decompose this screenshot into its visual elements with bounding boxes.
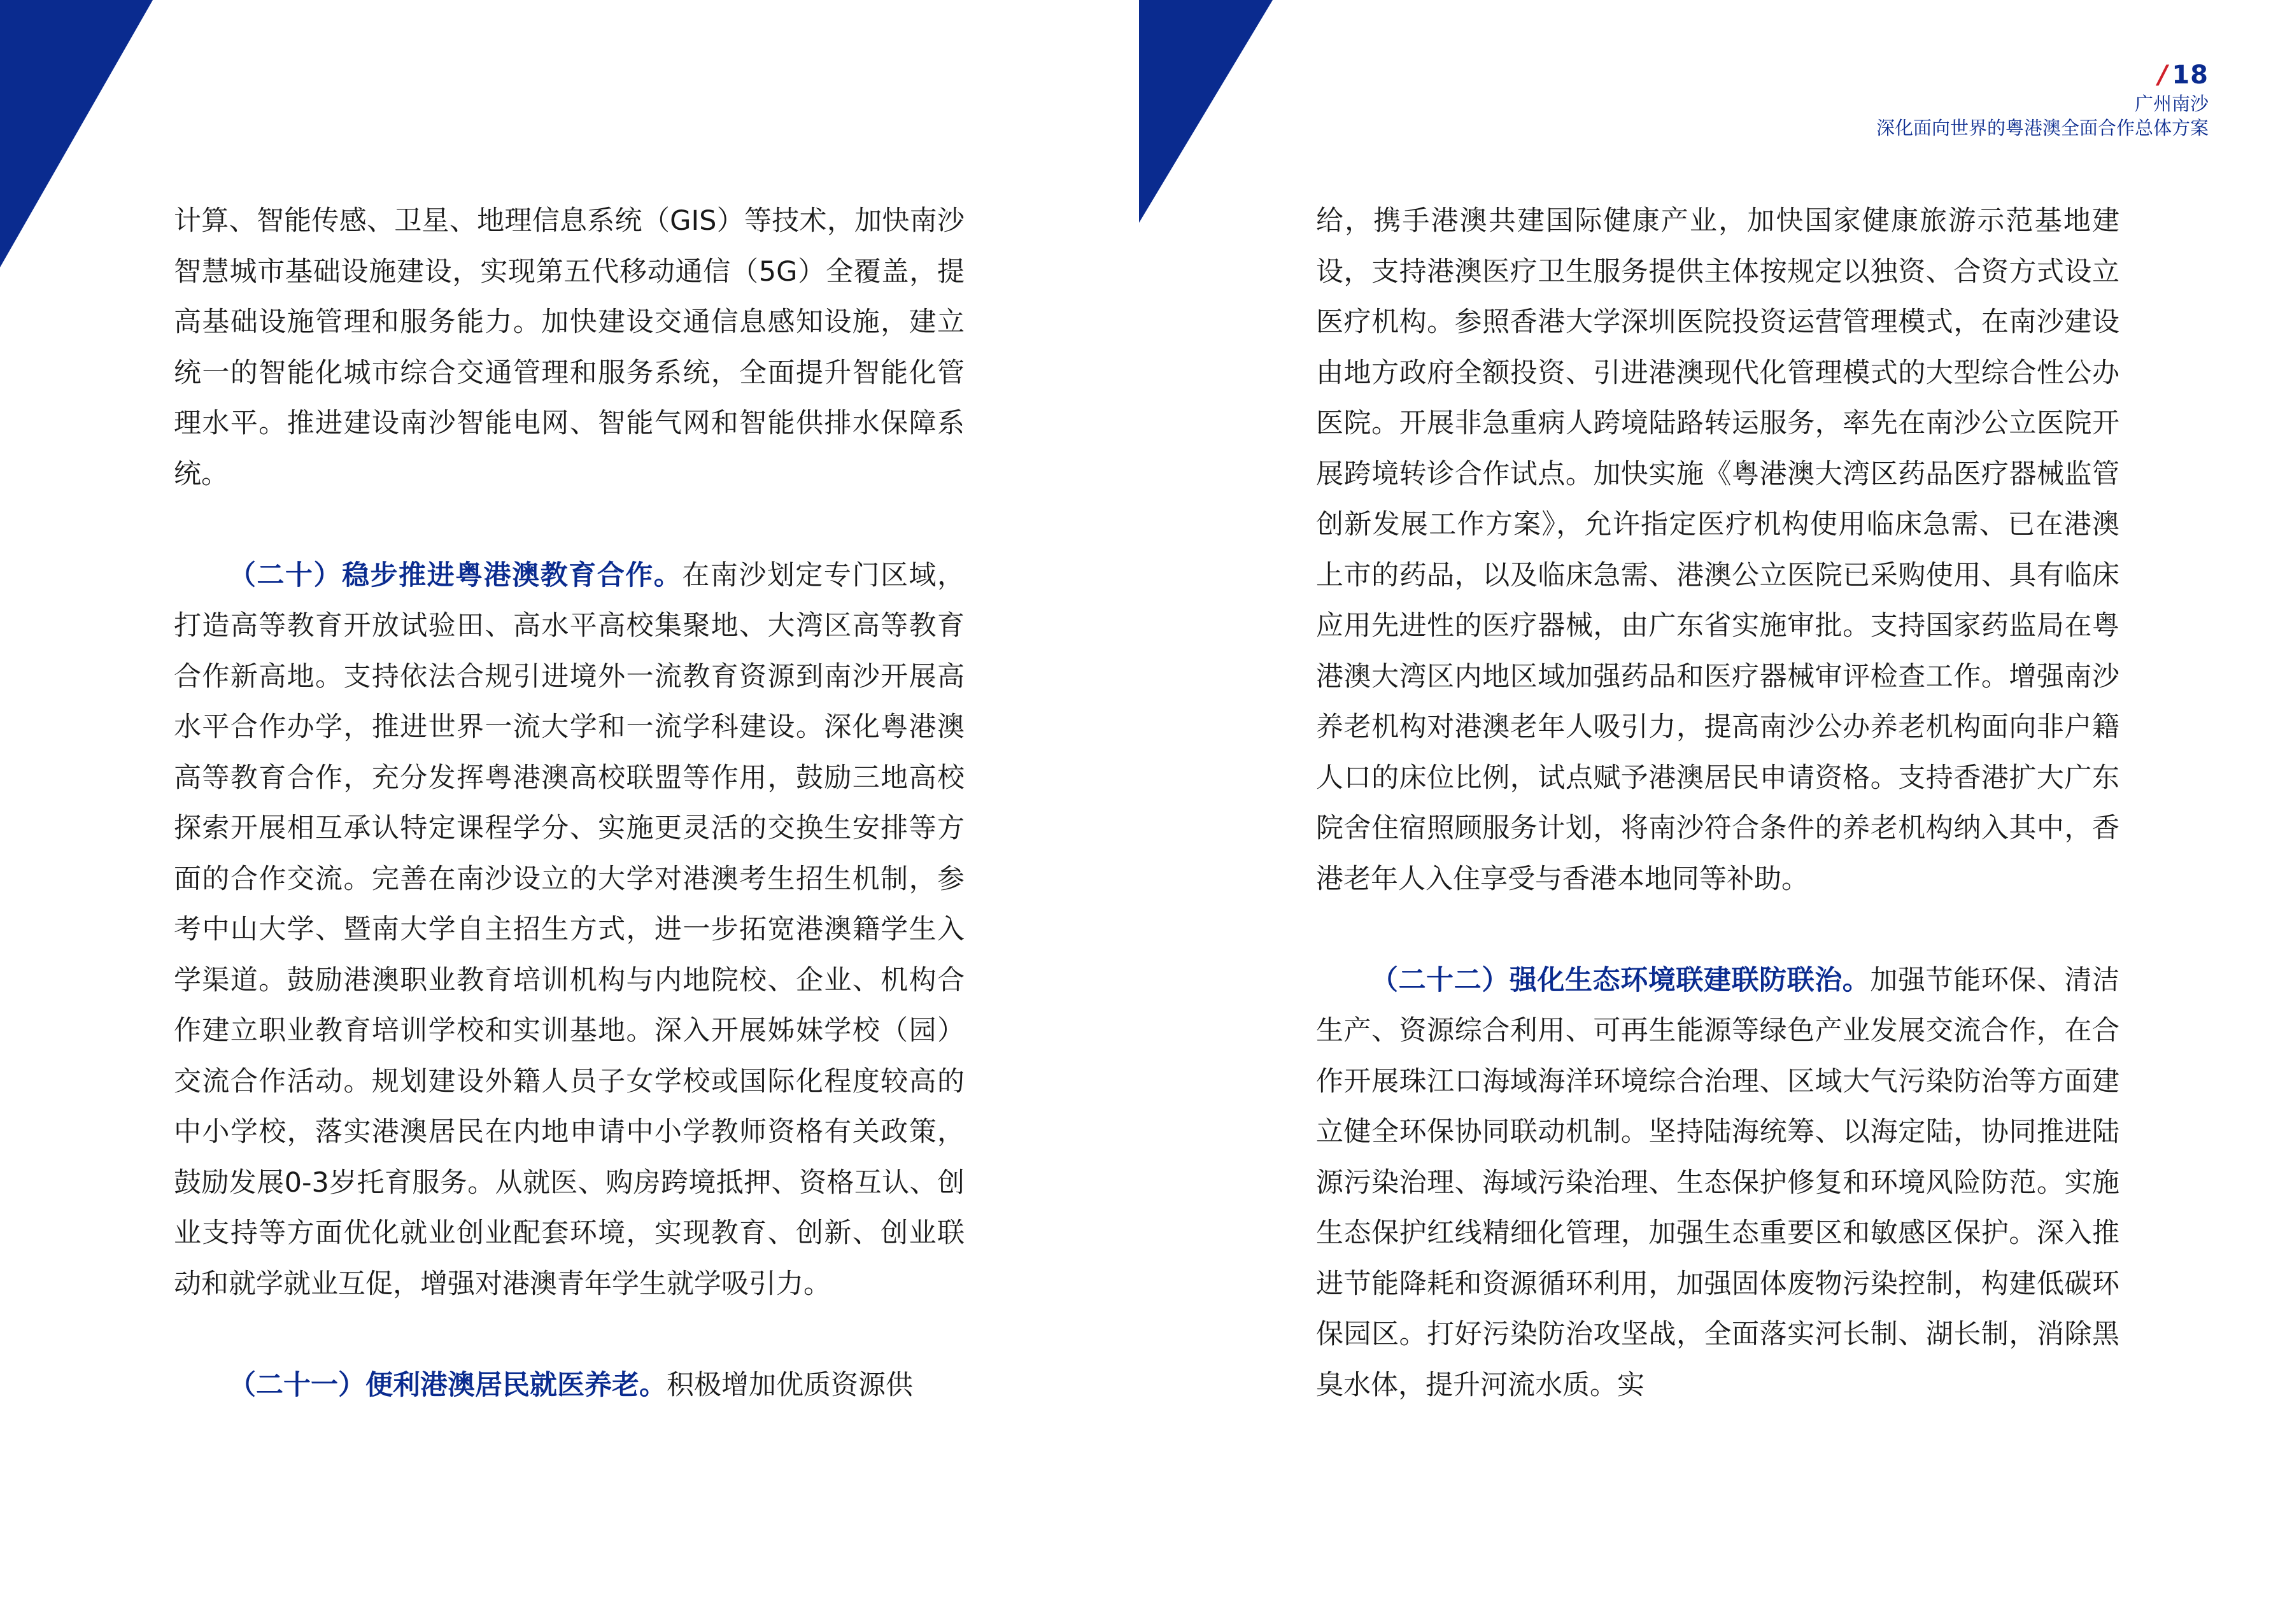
section-22-title: （二十二）强化生态环境联建联防联治。 [1371, 964, 1871, 996]
page-number-value: 18 [2172, 60, 2209, 90]
header-title: 广州南沙 [2134, 93, 2209, 115]
header-subtitle: 深化面向世界的粤港澳全面合作总体方案 [1876, 117, 2209, 139]
right-column [1316, 196, 2119, 1411]
section-21-body: 积极增加优质资源供 [667, 1369, 913, 1401]
section-20-title: （二十）稳步推进粤港澳教育合作。 [229, 559, 683, 591]
section-21 [174, 1360, 965, 1411]
section-20-body: 在南沙划定专门区域，打造高等教育开放试验田、高水平高校集聚地、大湾区高等教育合作新高地。支持依法合规引进境外一流教育资源到南沙开展高水平合作办学，推进世界一流大学和一流学科建设。深化粤港澳高等教育合作，充分发挥粤港澳高校联盟等作用，鼓励三地高校探索开展相互承认特定课程学分、实施更灵活的交换生安排等方面的合作交流。完善在南沙设立的大学对港澳考生招生机制，参考中山大学、暨南大学自主招生方式，进一步拓宽港澳籍学生入学渠道。鼓励港澳职业教育培训机构与内地院校、企业、机构合作建立职业教育培训学校和实训基地。深入开展姊妹学校（园）交流合作活动。规划建设外籍人员子女学校或国际化程度较高的中小学校，落实港澳居民在内地申请中小学教师资格有关政策，鼓励发展0-3岁托育服务。从就医、购房跨境抵押、资格互认、创业支持等方面优化就业创业配套环境，实现教育、创新、创业联动和就学就业互促，增强对港澳青年学生就学吸引力。 [174, 559, 965, 1300]
section-20 [174, 551, 965, 1310]
corner-triangle-right [1139, 0, 1273, 223]
slash-mark: / [2158, 60, 2168, 90]
left-column [174, 196, 965, 1411]
section-21-continued: 给，携手港澳共建国际健康产业，加快国家健康旅游示范基地建设，支持港澳医疗卫生服务提供主体按规定以独资、合资方式设立医疗机构。参照香港大学深圳医院投资运营管理模式，在南沙建设由地方政府全额投资、引进港澳现代化管理模式的大型综合性公办医院。开展非急重病人跨境陆路转运服务，率先在南沙公立医院开展跨境转诊合作试点。加快实施《粤港澳大湾区药品医疗器械监管创新发展工作方案》，允许指定医疗机构使用临床急需、已在港澳上市的药品，以及临床急需、港澳公立医院已采购使用、具有临床应用先进性的医疗器械，由广东省实施审批。支持国家药监局在粤港澳大湾区内地区域加强药品和医疗器械审评检查工作。增强南沙养老机构对港澳老年人吸引力，提高南沙公办养老机构面向非户籍人口的床位比例，试点赋予港澳居民申请资格。支持香港扩大广东院舍住宿照顾服务计划，将南沙符合条件的养老机构纳入其中，香港老年人入住享受与香港本地同等补助。 [1316, 205, 2119, 895]
corner-decoration-right [1139, 0, 1273, 223]
paragraph-continued: 计算、智能传感、卫星、地理信息系统（GIS）等技术，加快南沙智慧城市基础设施建设，实现第五代移动通信（5G）全覆盖，提高基础设施管理和服务能力。加快建设交通信息感知设施，建立统一的智能化城市综合交通管理和服务系统，全面提升智能化管理水平。推进建设南沙智能电网、智能气网和智能供排水保障系统。 [174, 205, 965, 490]
section-22-body: 加强节能环保、清洁生产、资源综合利用、可再生能源等绿色产业发展交流合作，在合作开展珠江口海域海洋环境综合治理、区域大气污染防治等方面建立健全环保协同联动机制。坚持陆海统筹、以海定陆，协同推进陆源污染治理、海域污染治理、生态保护修复和环境风险防范。实施生态保护红线精细化管理，加强生态重要区和敏感区保护。深入推进节能降耗和资源循环利用，加强固体废物污染控制，构建低碳环保园区。打好污染防治攻坚战，全面落实河长制、湖长制，消除黑臭水体，提升河流水质。实 [1316, 964, 2120, 1401]
section-22 [1316, 956, 2119, 1411]
section-21-title: （二十一）便利港澳居民就医养老。 [229, 1369, 667, 1401]
page-header [1876, 59, 2209, 140]
corner-decoration-left [0, 0, 153, 267]
page-number [1876, 59, 2209, 92]
corner-triangle-left [0, 0, 153, 267]
